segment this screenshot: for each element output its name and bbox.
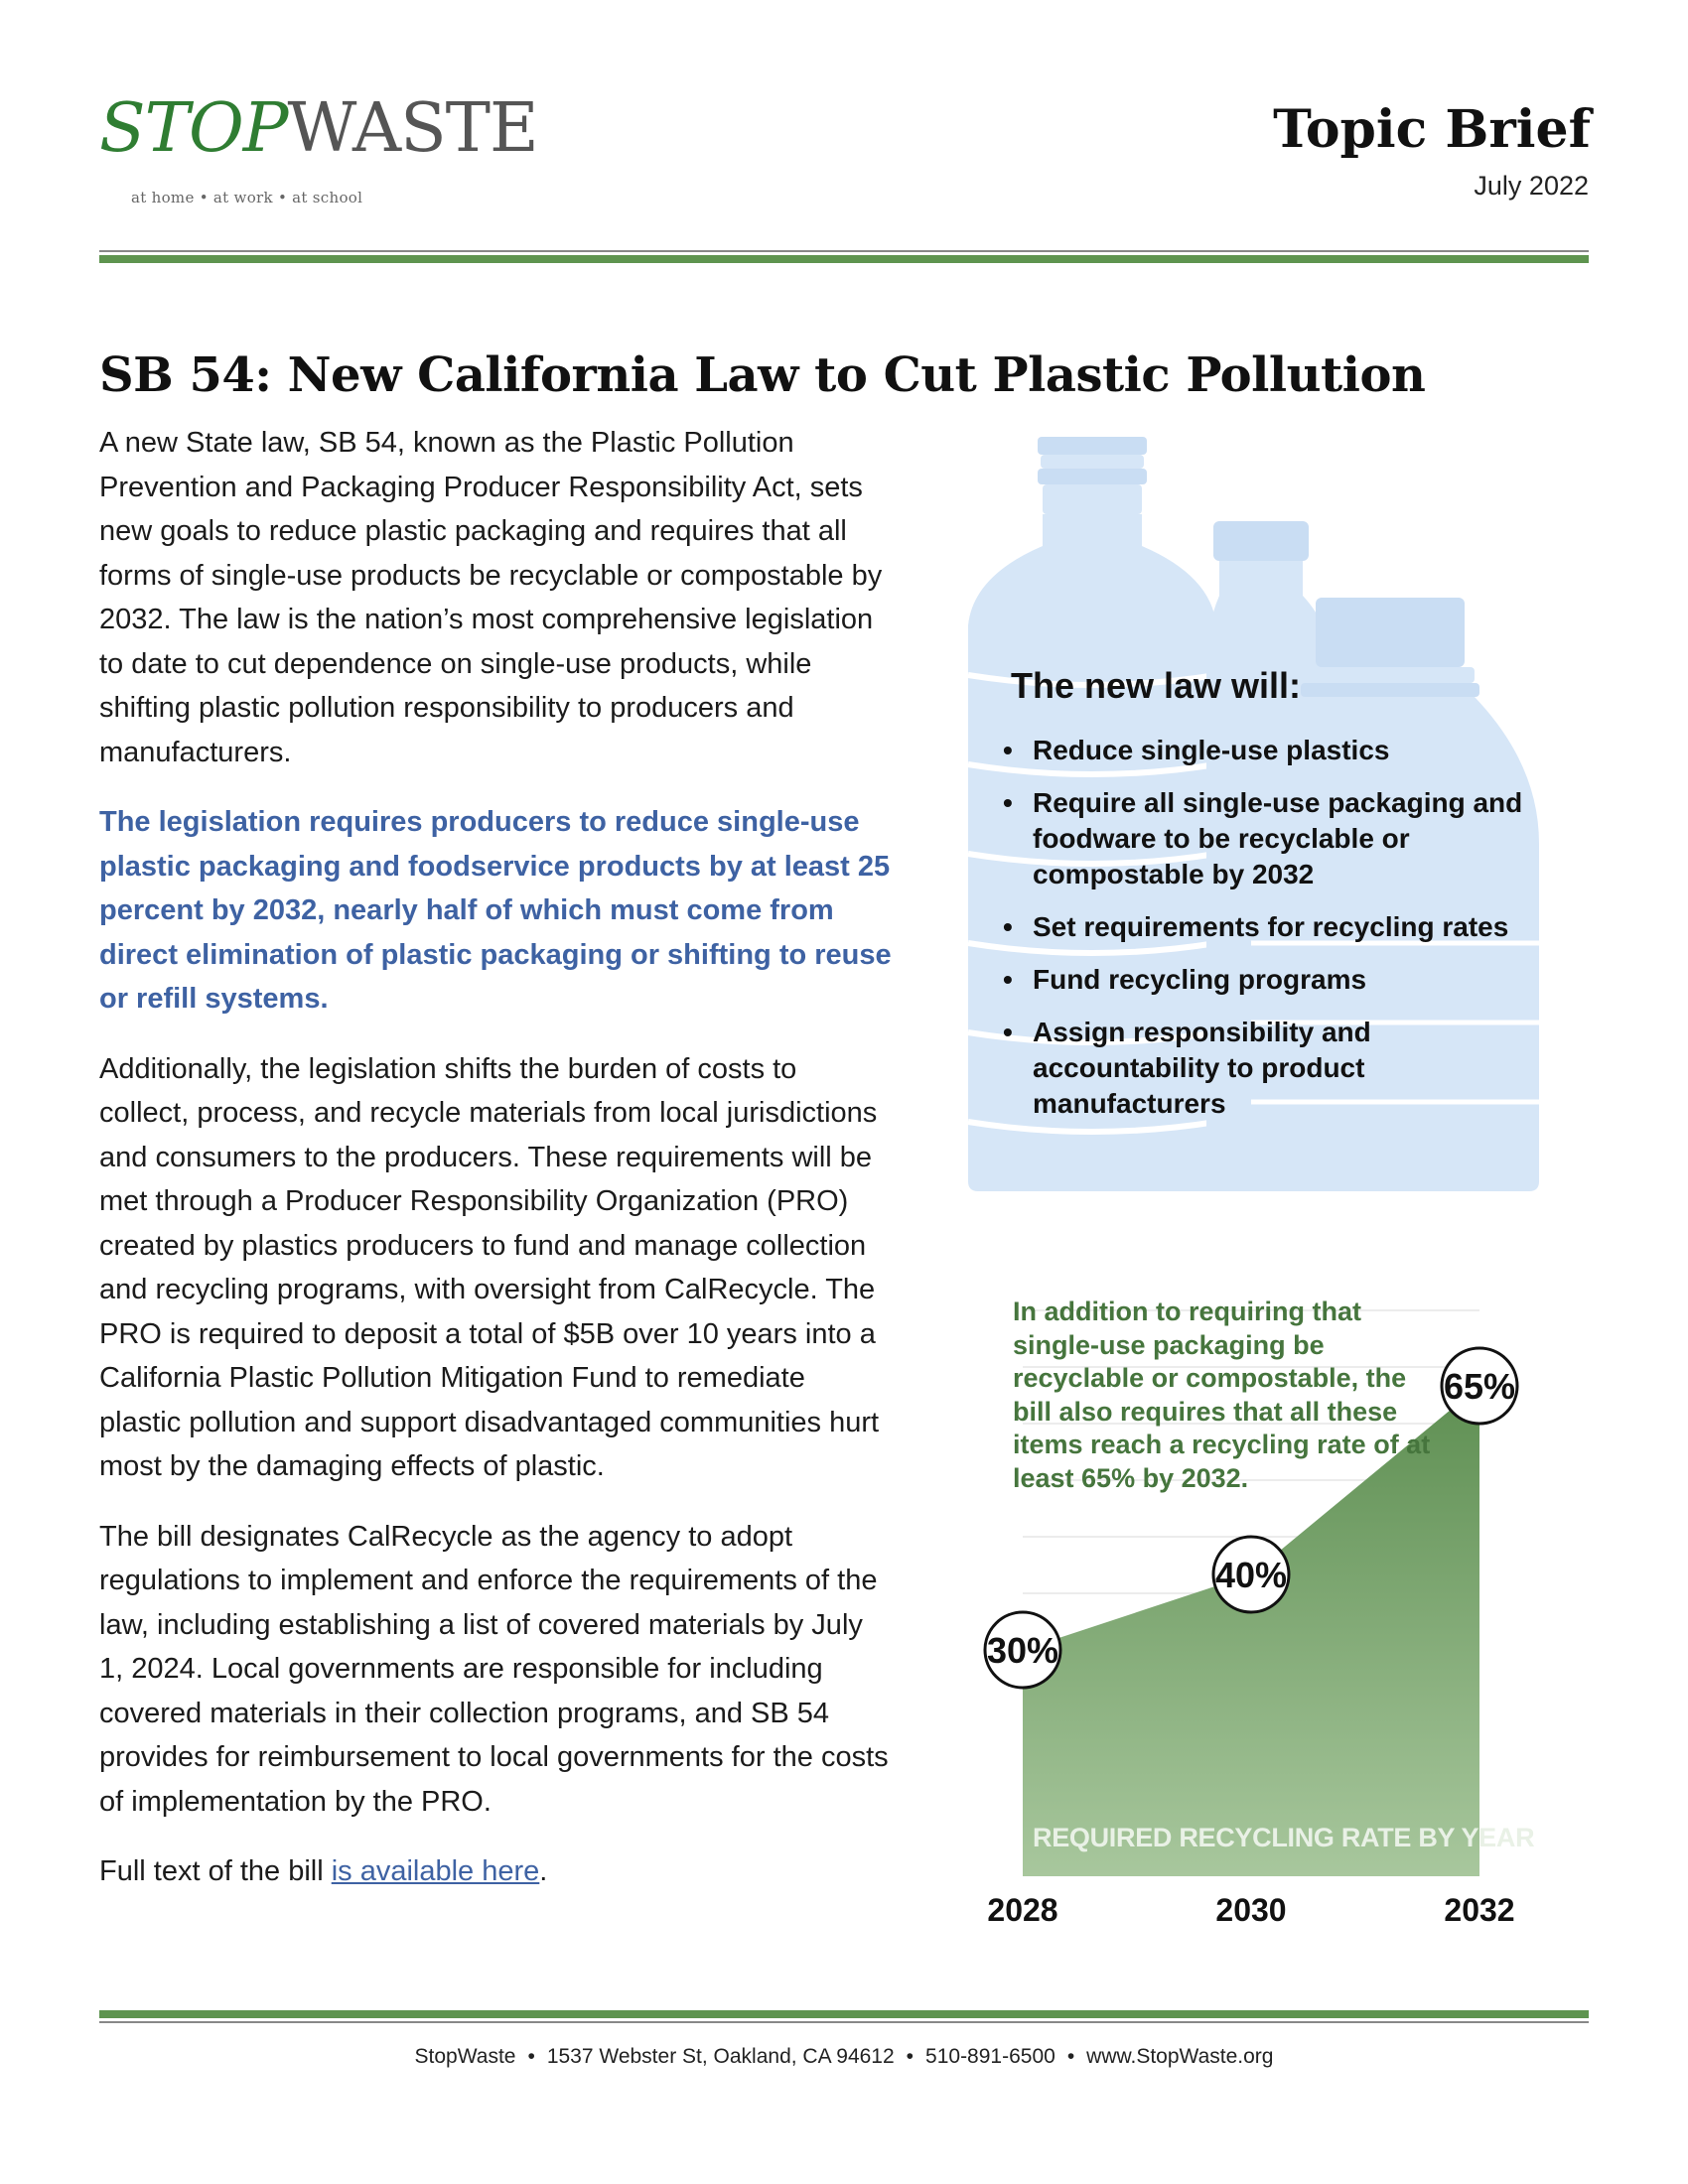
- x-tick-label-2032: 2032: [1444, 1892, 1515, 1926]
- paragraph-full-text: [99, 1849, 894, 1894]
- footer-phone: 510-891-6500: [925, 2045, 1055, 2068]
- list-item: • Require all single-use packaging and foodware to be recyclable or compostable by 2032: [1003, 785, 1539, 892]
- x-tick-label-2030: 2030: [1215, 1892, 1287, 1926]
- list-item: • Fund recycling programs: [1003, 962, 1539, 998]
- new-law-list: [1003, 733, 1539, 1122]
- bill-text-link[interactable]: is available here: [331, 1855, 540, 1887]
- paragraph-intro: A new State law, SB 54, known as the Plastic Pollution Prevention and Packaging Producer Responsibility Act, sets new goals to reduce plastic packaging and requires that all forms of single-use products be recyclable or compostable by 2032. The law is the nation’s most comprehensive legislation to date to cut dependence on single-use products, while shifting plastic pollution responsibility to producers and manufacturers.: [99, 427, 883, 768]
- logo-wordmark: [99, 89, 538, 168]
- logo-waste: WASTE: [287, 89, 538, 168]
- x-tick-label-2028: 2028: [987, 1892, 1058, 1926]
- topic-brief-title: Topic Brief: [1273, 99, 1591, 160]
- page-title: SB 54: New California Law to Cut Plastic Pollution: [99, 347, 1426, 404]
- list-item: • Reduce single-use plastics: [1003, 733, 1539, 768]
- paragraph-highlight: The legislation requires producers to reduce single-use plastic packaging and foodservice products by at least 25 percent by 2032, nearly half of which must come from direct elimination of plastic packaging or shifting to reuse or refill systems.: [99, 806, 892, 1015]
- brief-date: July 2022: [1474, 171, 1589, 201]
- footer-address: 1537 Webster St, Oakland, CA 94612: [546, 2045, 895, 2068]
- data-label-2030: 40%: [1214, 1555, 1288, 1595]
- data-label-2032: 65%: [1443, 1366, 1516, 1407]
- logo-tagline: at home • at work • at school: [131, 189, 363, 206]
- full-text-suffix: .: [539, 1855, 548, 1887]
- list-item: • Assign responsibility and accountability to product manufacturers: [1003, 1015, 1539, 1122]
- chart-annotation: In addition to requiring that single-use packaging be recyclable or compostable, the bill also requires that all these items reach a recycling rate of at least 65% by 2032.: [1013, 1297, 1431, 1493]
- body-text: [99, 421, 894, 1920]
- footer: StopWaste • 1537 Webster St, Oakland, CA 94612 • 510-891-6500 • www.StopWaste.org: [414, 2045, 1274, 2068]
- list-item: • Set requirements for recycling rates: [1003, 909, 1539, 945]
- new-law-box: [1003, 665, 1539, 1139]
- footer-divider: [99, 2010, 1589, 2023]
- paragraph-costs: Additionally, the legislation shifts the burden of costs to collect, process, and recycle materials from local jurisdictions and consumers to the producers. These requirements will be met through a Producer Responsibility Organization (PRO) created by plastics producers to fund and manage collection and recycling programs, with oversight from CalRecycle. The PRO is required to deposit a total of $5B over 10 years into a California Plastic Pollution Mitigation Fund to remediate plastic pollution and support disadvantaged communities hurt most by the damaging effects of plastic.: [99, 1052, 880, 1482]
- logo-stop: STOP: [99, 89, 288, 168]
- new-law-heading: The new law will:: [1011, 665, 1302, 706]
- data-label-2028: 30%: [986, 1630, 1059, 1671]
- paragraph-calrecycle: The bill designates CalRecycle as the agency to adopt regulations to implement and enforce the requirements of the law, including establishing a list of covered materials by July 1, 2024. Local governments are responsible for including covered materials in their collection programs, and SB 54 provides for reimbursement to local governments for the costs of implementation by the PRO.: [99, 1520, 889, 1818]
- footer-org: StopWaste: [414, 2045, 516, 2068]
- stopwaste-logo: [99, 89, 538, 214]
- chart-caption: REQUIRED RECYCLING RATE BY YEAR: [1033, 1823, 1535, 1852]
- footer-website[interactable]: www.StopWaste.org: [1086, 2045, 1274, 2068]
- header-divider: [99, 250, 1589, 263]
- full-text-prefix: Full text of the bill: [99, 1855, 332, 1887]
